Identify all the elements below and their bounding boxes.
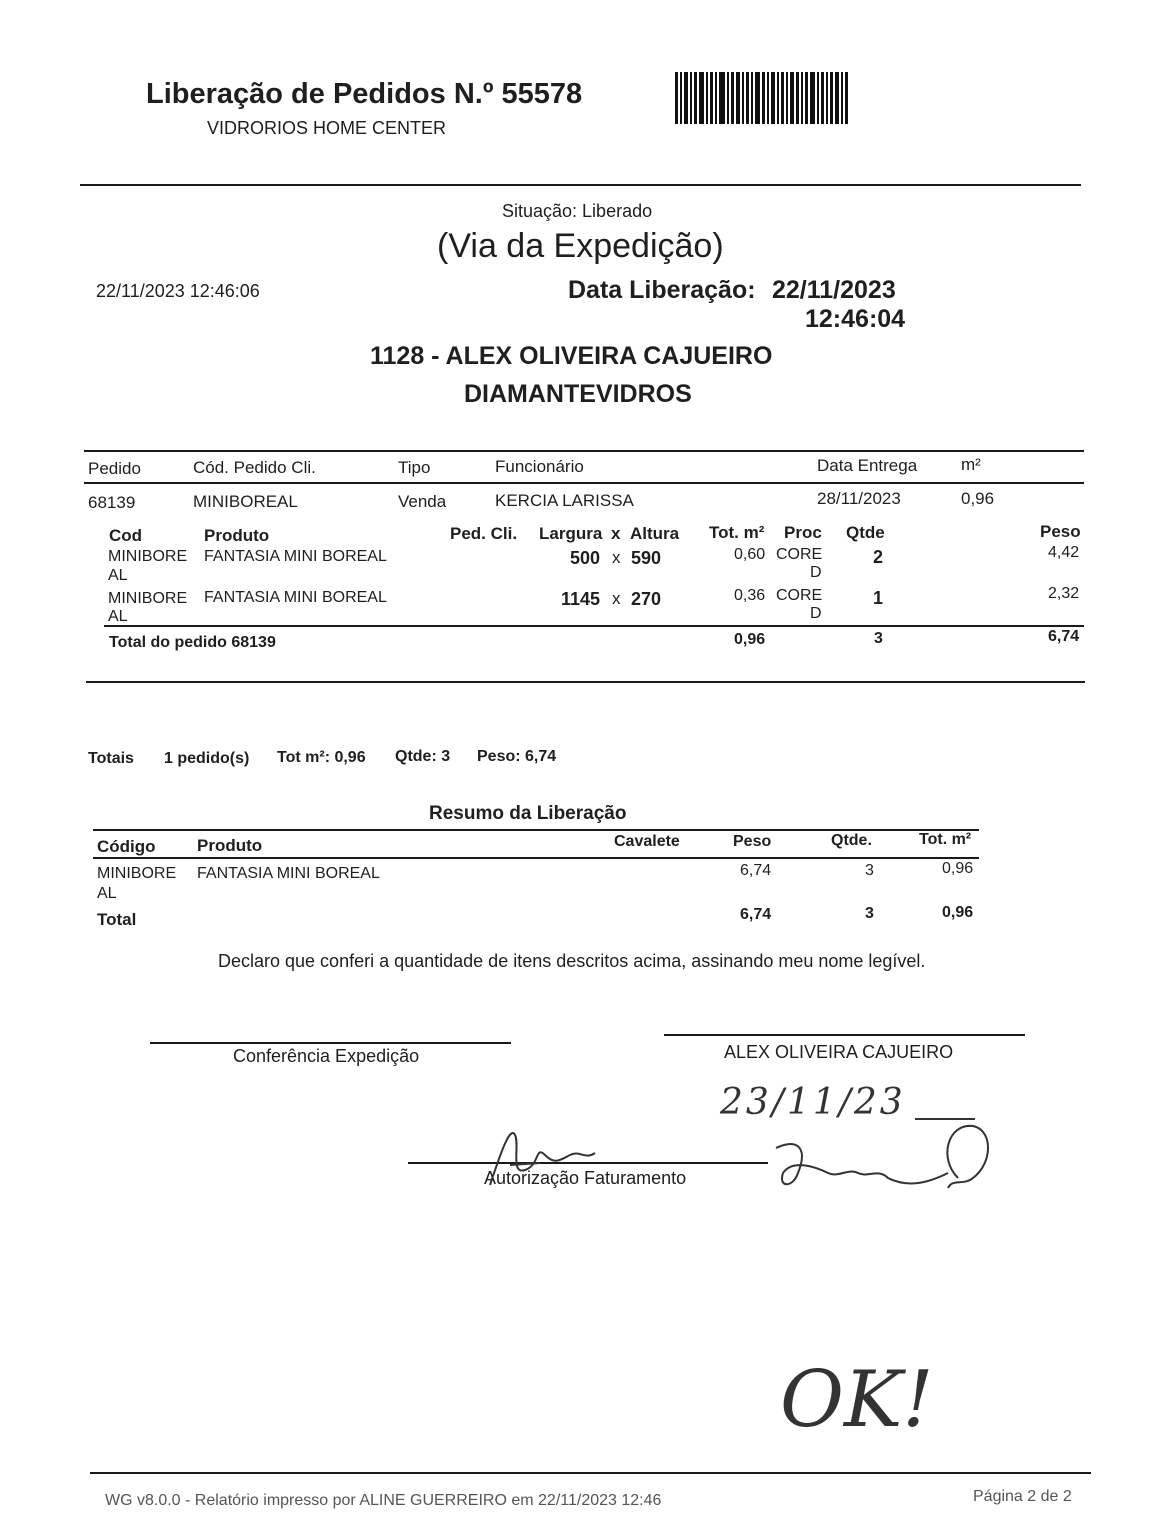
resumo-row-cod-cont: AL bbox=[97, 885, 117, 902]
via-title: (Via da Expedição) bbox=[437, 227, 724, 265]
value-m2: 0,96 bbox=[961, 489, 995, 508]
order-header-rule bbox=[84, 482, 1084, 484]
value-data-entrega: 28/11/2023 bbox=[817, 489, 901, 508]
items-total-rule bbox=[104, 625, 1084, 627]
item-2-peso: 2,32 bbox=[1048, 585, 1080, 602]
data-liberacao-time: 12:46:04 bbox=[805, 305, 906, 333]
resumo-total-peso: 6,74 bbox=[740, 906, 772, 923]
autorizacao-signature-scribble bbox=[480, 1115, 600, 1195]
item-2-qtde: 1 bbox=[873, 588, 884, 608]
resumo-col-cavalete: Cavalete bbox=[614, 833, 680, 850]
conferencia-label: Conferência Expedição bbox=[233, 1046, 420, 1066]
resumo-row-qtde: 3 bbox=[865, 862, 874, 879]
value-tipo: Venda bbox=[398, 492, 447, 511]
item-1-tot-m2: 0,60 bbox=[734, 546, 766, 563]
company-name: VIDRORIOS HOME CENTER bbox=[207, 118, 447, 138]
data-liberacao-label: Data Liberação: bbox=[568, 276, 756, 304]
resumo-total-tot-m2: 0,96 bbox=[942, 904, 974, 921]
autorizacao-label: Autorização Faturamento bbox=[484, 1168, 687, 1188]
value-pedido: 68139 bbox=[88, 493, 136, 512]
item-2-cod: MINIBORE bbox=[108, 590, 188, 607]
resumo-col-codigo: Código bbox=[97, 837, 156, 856]
order-top-rule bbox=[84, 450, 1084, 452]
item-2-proc: CORE bbox=[776, 587, 823, 604]
item-2-cod-cont: AL bbox=[108, 608, 128, 625]
resumo-title: Resumo da Liberação bbox=[429, 803, 627, 824]
value-cod-pedido-cli: MINIBOREAL bbox=[193, 492, 298, 511]
items-col-x: x bbox=[611, 524, 621, 543]
footer-report-text: WG v8.0.0 - Relatório impresso por ALINE GUERREIRO em 22/11/2023 12:46 bbox=[105, 1492, 662, 1509]
data-liberacao-date: 22/11/2023 bbox=[772, 276, 896, 304]
item-2-largura: 1145 bbox=[561, 589, 601, 609]
resumo-col-produto: Produto bbox=[197, 836, 263, 855]
order-total-qtde: 3 bbox=[874, 630, 883, 647]
col-cod-pedido-cli: Cód. Pedido Cli. bbox=[193, 458, 316, 477]
handwritten-ok-note: OK! bbox=[780, 1355, 934, 1445]
col-tipo: Tipo bbox=[398, 458, 431, 477]
col-m2: m² bbox=[961, 455, 981, 474]
footer-page-number: Página 2 de 2 bbox=[973, 1488, 1072, 1505]
printed-timestamp: 22/11/2023 12:46:06 bbox=[96, 281, 260, 301]
item-1-cod: MINIBORE bbox=[108, 548, 188, 565]
item-1-qtde: 2 bbox=[873, 547, 884, 567]
client-company: DIAMANTEVIDROS bbox=[464, 380, 692, 408]
situacao-text: Situação: Liberado bbox=[502, 201, 653, 221]
items-col-proc: Proc bbox=[784, 523, 822, 542]
cliente-signature-line bbox=[664, 1034, 1025, 1036]
items-col-qtde: Qtde bbox=[846, 523, 885, 542]
resumo-row-peso: 6,74 bbox=[740, 862, 772, 879]
resumo-top-rule bbox=[93, 829, 979, 831]
item-1-altura: 590 bbox=[631, 548, 662, 568]
col-funcionario: Funcionário bbox=[495, 457, 584, 476]
cliente-name-label: ALEX OLIVEIRA CAJUEIRO bbox=[724, 1042, 954, 1062]
order-total-m2: 0,96 bbox=[734, 631, 766, 648]
totais-pedidos: 1 pedido(s) bbox=[164, 750, 250, 767]
resumo-header-rule bbox=[93, 857, 979, 859]
cliente-signature-scribble bbox=[768, 1118, 998, 1208]
header-divider bbox=[80, 184, 1081, 186]
item-1-peso: 4,42 bbox=[1048, 544, 1080, 561]
items-col-produto: Produto bbox=[204, 526, 270, 545]
item-1-proc: CORE bbox=[776, 546, 823, 563]
value-funcionario: KERCIA LARISSA bbox=[495, 491, 634, 510]
totais-m2: Tot m²: 0,96 bbox=[277, 749, 366, 766]
items-col-peso: Peso bbox=[1040, 522, 1081, 541]
item-1-produto: FANTASIA MINI BOREAL bbox=[204, 548, 387, 565]
items-col-altura: Altura bbox=[630, 524, 680, 543]
resumo-row-produto: FANTASIA MINI BOREAL bbox=[197, 865, 380, 882]
item-1-x: x bbox=[612, 548, 621, 567]
resumo-total-label: Total bbox=[97, 910, 137, 929]
conferencia-signature-line bbox=[150, 1042, 511, 1044]
item-1-largura: 500 bbox=[570, 548, 601, 568]
items-col-cod: Cod bbox=[109, 526, 143, 545]
item-2-x: x bbox=[612, 589, 621, 608]
footer-rule bbox=[90, 1472, 1091, 1474]
order-total-peso: 6,74 bbox=[1048, 628, 1080, 645]
item-1-cod-cont: AL bbox=[108, 567, 128, 584]
document-title: Liberação de Pedidos N.º 55578 bbox=[146, 78, 583, 110]
client-name: 1128 - ALEX OLIVEIRA CAJUEIRO bbox=[370, 342, 773, 370]
resumo-row-tot-m2: 0,96 bbox=[942, 860, 974, 877]
declaration-text: Declaro que conferi a quantidade de itens descritos acima, assinando meu nome legível. bbox=[218, 951, 926, 971]
order-bottom-rule bbox=[86, 681, 1085, 683]
resumo-total-qtde: 3 bbox=[865, 905, 874, 922]
items-col-largura: Largura bbox=[539, 524, 603, 543]
resumo-col-tot-m2: Tot. m² bbox=[919, 831, 972, 848]
col-pedido: Pedido bbox=[88, 459, 141, 478]
order-total-label: Total do pedido 68139 bbox=[109, 634, 276, 651]
totais-qtde: Qtde: 3 bbox=[395, 748, 451, 765]
resumo-row-cod: MINIBORE bbox=[97, 865, 177, 882]
items-col-ped-cli: Ped. Cli. bbox=[450, 524, 518, 543]
item-2-proc-cont: D bbox=[810, 605, 822, 622]
totais-peso: Peso: 6,74 bbox=[477, 748, 557, 765]
resumo-col-qtde: Qtde. bbox=[831, 832, 872, 849]
item-2-tot-m2: 0,36 bbox=[734, 587, 766, 604]
item-1-proc-cont: D bbox=[810, 564, 822, 581]
item-2-altura: 270 bbox=[631, 589, 662, 609]
totais-label: Totais bbox=[88, 750, 134, 767]
barcode-image bbox=[675, 72, 851, 124]
items-col-tot-m2: Tot. m² bbox=[709, 523, 765, 542]
handwritten-date: 23/11/23 bbox=[720, 1082, 906, 1123]
col-data-entrega: Data Entrega bbox=[817, 456, 918, 475]
item-2-produto: FANTASIA MINI BOREAL bbox=[204, 589, 387, 606]
resumo-col-peso: Peso bbox=[733, 833, 772, 850]
